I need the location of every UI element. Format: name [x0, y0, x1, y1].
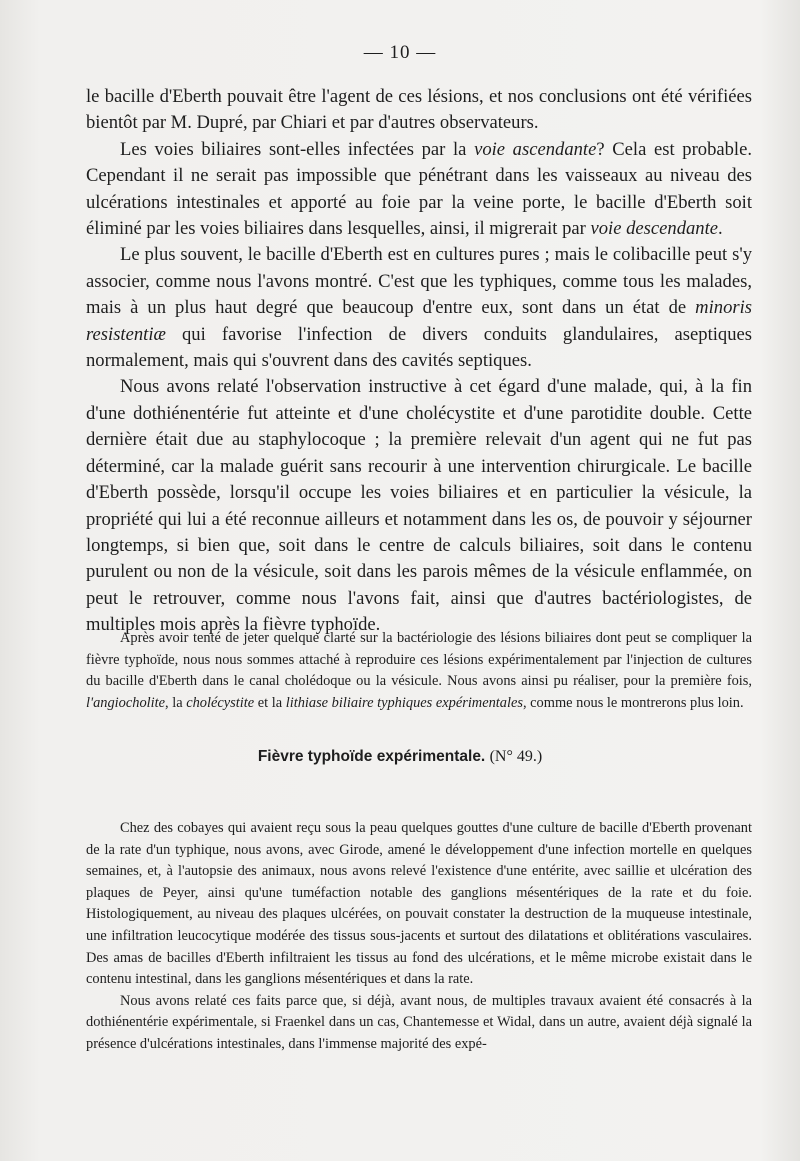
- main-text: [86, 84, 752, 639]
- section-reference: (N° 49.): [489, 748, 543, 765]
- section-title: Fièvre typhoïde expérimentale.: [257, 748, 486, 765]
- text-run: Nous avons relaté l'observation instructive à cet égard d'une malade, qui, à la fin d'une dothiénentérie fut atteinte et d'une cholécystite et d'une parotidite double. Cette dernière était due au staphylocoque ; la première relevait d'un agent qui ne fut pas déterminé, car la malade guérit sans recourir à une intervention chirurgicale. Le bacille d'Eberth possède, lorsqu'il occupe les voies biliaires et en particulier la vésicule, la propriété qui lui a été reconnue ailleurs et notamment dans les os, de pouvoir y séjourner longtemps, si bien que, soit dans le centre de calculs biliaires, soit dans le contenu purulent ou non de la vésicule, soit dans les parois mêmes de la vésicule enflammée, on peut le retrouver, comme nous l'avons fait, ainsi que d'autres bactériologistes, de multiples mois après la fièvre typhoïde.: [86, 376, 752, 636]
- text-run: , comme nous le montrerons plus loin.: [522, 694, 744, 711]
- section-body: [86, 818, 752, 1056]
- text-run: et la: [254, 694, 286, 711]
- text-run: Nous avons relaté ces faits parce que, si déjà, avant nous, de multiples travaux avaient été consacrés à la dothiénentérie expérimentale, si Fraenkel dans un cas, Chantemesse et Widal, dans un autre, avaient déjà signalé la présence d'ulcérations intestinales, dans l'immense majorité des expé-: [86, 992, 752, 1052]
- italic-text: l'angiocholite: [86, 694, 166, 711]
- italic-text: voie descendante: [590, 218, 718, 240]
- intro-paragraph-text: [86, 628, 752, 714]
- text-run: ? Cela est probable. Cependant il ne serait pas impossible que pénétrant dans les vaisseaux au niveau des ulcérations intestinales et apporté au foie par la veine porte, le bacille d'Eberth soit éliminé par les voies biliaires dans lesquelles, ainsi, il migrerait par: [86, 138, 752, 240]
- italic-text: minoris resistentiæ: [86, 297, 752, 345]
- text-run: Chez des cobayes qui avaient reçu sous la peau quelques gouttes d'une culture de bacille d'Eberth provenant de la rate d'un typhique, nous avons, avec Girode, amené le développement d'une infection mortelle en quelques semaines, et, à l'autopsie des animaux, nous avons relevé l'existence d'une entérite, avec saillie et ulcération des plaques de Peyer, ainsi qu'une tuméfaction notable des ganglions mésentériques de la rate et du foie. Histologiquement, au niveau des plaques ulcérées, on pouvait constater la destruction de la muqueuse intestinale, une infiltration leucocytique modérée des tissus sous-jacents et surtout des dilatations et oblitérations vasculaires. Des amas de bacilles d'Eberth infiltraient les tissus au fond des ulcérations, et le même microbe existait dans le contenu intestinal, dans les ganglions mésentériques et dans la rate.: [86, 820, 752, 988]
- section-paragraph: [86, 991, 752, 1056]
- text-run: Le plus souvent, le bacille d'Eberth est en cultures pures ; mais le colibacille peut s'y associer, comme nous l'avons montré. C'est que les typhiques, comme tous les malades, mais à un plus haut degré que beaucoup d'entre eux, sont dans un état de: [86, 244, 752, 319]
- text-run: .: [718, 218, 723, 240]
- text-run: Après avoir tenté de jeter quelque clarté sur la bactériologie des lésions biliaires dont peut se compliquer la fièvre typhoïde, nous nous sommes attaché à reproduire ces lésions expérimentalement par l'injection de cultures du bacille d'Eberth dans le canal cholédoque ou la vésicule. Nous avons ainsi pu réaliser, pour la première fois,: [86, 630, 752, 690]
- body-paragraph: [86, 84, 752, 137]
- body-paragraph: [86, 137, 752, 243]
- section-heading: [0, 748, 800, 766]
- body-paragraph: [86, 242, 752, 374]
- section-paragraph: [86, 818, 752, 991]
- text-run: le bacille d'Eberth pouvait être l'agent de ces lésions, et nos conclusions ont été vérifiées bientôt par M. Dupré, par Chiari et par d'autres observateurs.: [86, 86, 752, 134]
- text-run: , la: [165, 694, 187, 711]
- page-number: — 10 —: [363, 42, 437, 63]
- intro-paragraph: [86, 628, 752, 714]
- body-paragraph: [86, 374, 752, 638]
- italic-text: lithiase biliaire typhiques expérimentales: [285, 694, 523, 711]
- italic-text: voie ascendante: [474, 138, 597, 160]
- text-run: Les voies biliaires sont-elles infectées par la: [120, 138, 475, 160]
- italic-text: cholécystite: [186, 694, 255, 711]
- text-run: qui favorise l'infection de divers conduits glandulaires, aseptiques normalement, mais qui s'ouvrent dans des cavités septiques.: [86, 323, 752, 372]
